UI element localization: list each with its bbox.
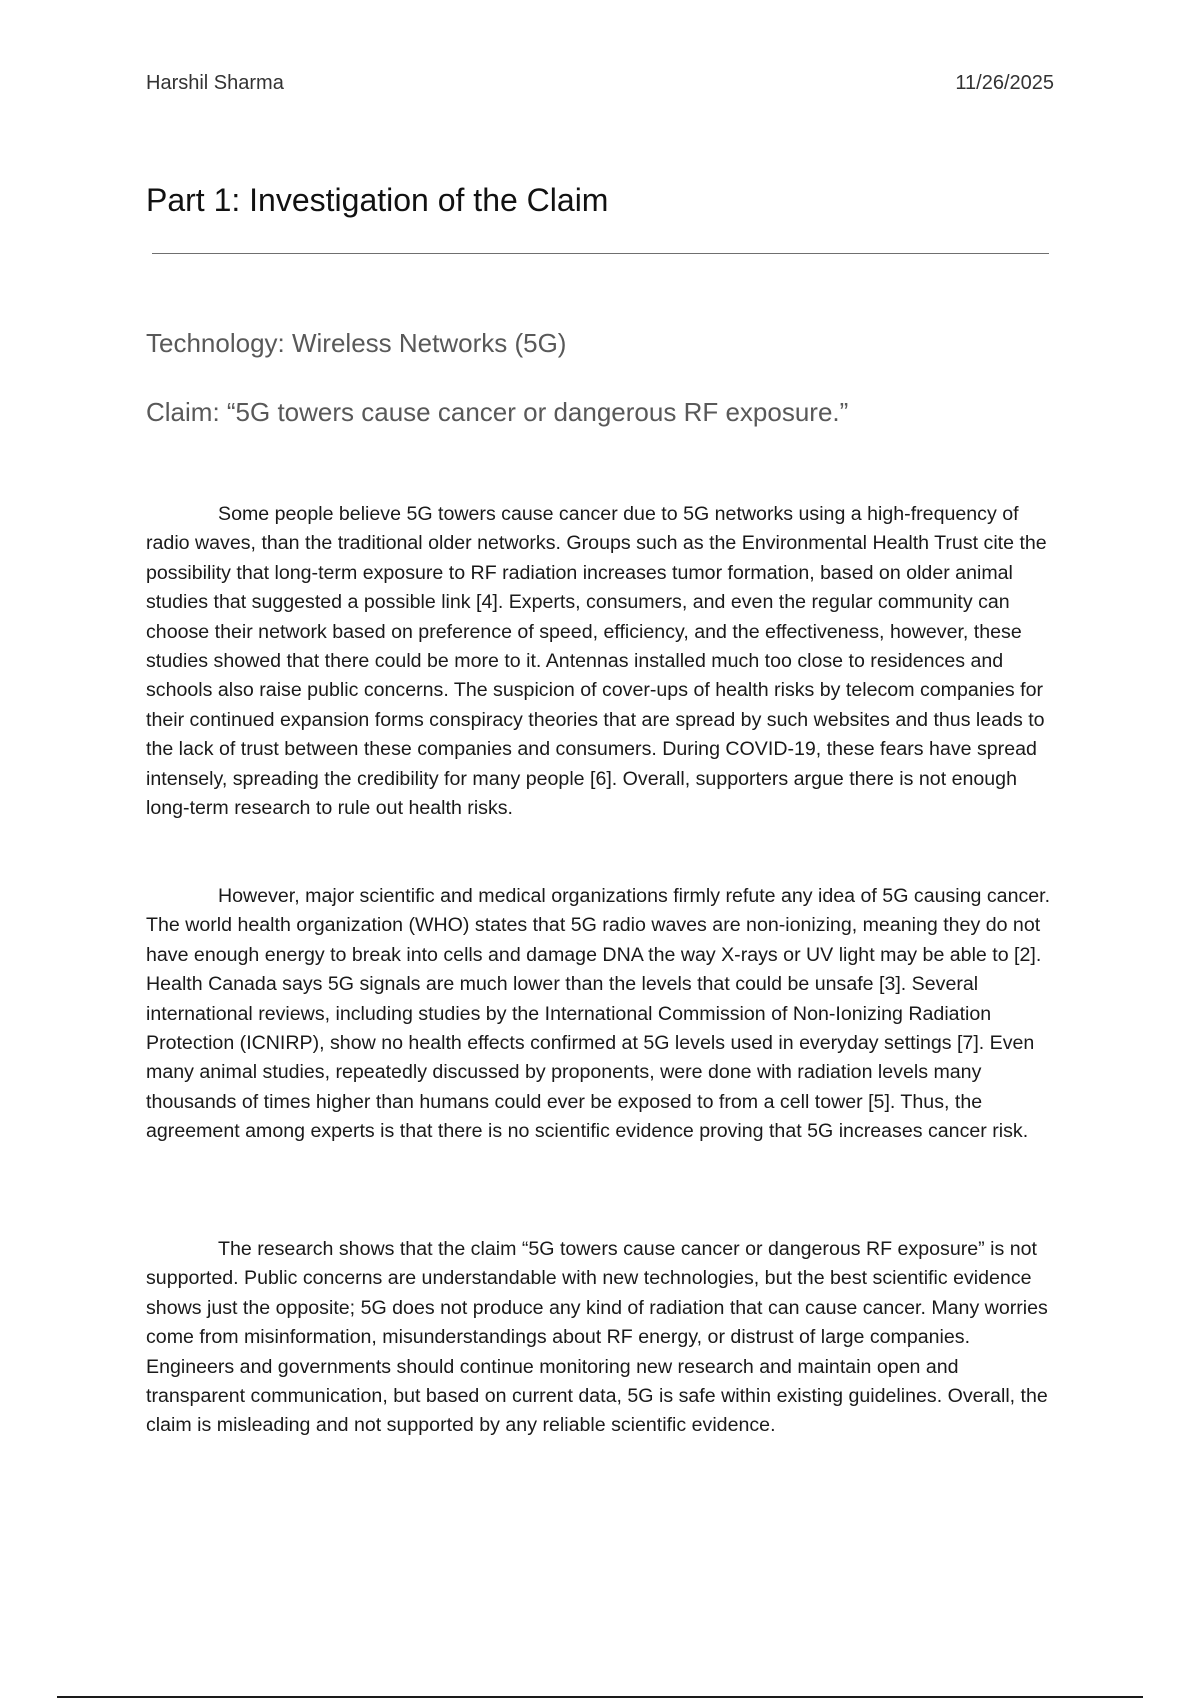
paragraph-supporting-arguments: Some people believe 5G towers cause cancer due to 5G networks using a high-frequency of radio waves, than the traditional older networks. Groups such as the Environmental Health Trust cite the possibility that long-term exposure to RF radiation increases tumor formation, based on older animal studies that suggested a possible link [4]. Experts, consumers, and even the regular community can choose their network based on preference of speed, efficiency, and the effectiveness, however, these studies showed that there could be more to it. Antennas installed much too close to residences and schools also raise public concerns. The suspicion of cover-ups of health risks by telecom companies for their continued expansion forms conspiracy theories that are spread by such websites and thus leads to the lack of trust between these companies and consumers. During COVID-19, these fears have spread intensely, spreading the credibility for many people [6]. Overall, supporters argue there is not enough long-term research to rule out health risks. bbox=[146, 503, 1047, 820]
document-date: 11/26/2025 bbox=[955, 72, 1054, 94]
page-bottom-divider bbox=[57, 1696, 1143, 1698]
claim-heading: Claim: “5G towers cause cancer or dangerous RF exposure.” bbox=[146, 397, 849, 427]
author-name: Harshil Sharma bbox=[146, 72, 284, 94]
paragraph-scientific-rebuttal: However, major scientific and medical organizations firmly refute any idea of 5G causing cancer. The world health organization (WHO) states that 5G radio waves are non-ionizing, meaning they do not have enough energy to break into cells and damage DNA the way X-rays or UV light may be able to [2]. Health Canada says 5G signals are much lower than the levels that could be unsafe [3]. Several international reviews, including studies by the International Commission of Non-Ionizing Radiation Protection (ICNIRP), show no health effects confirmed at 5G levels used in everyday settings [7]. Even many animal studies, repeatedly discussed by proponents, were done with radiation levels many thousands of times higher than humans could ever be exposed to from a cell tower [5]. Thus, the agreement among experts is that there is no scientific evidence proving that 5G increases cancer risk. bbox=[146, 885, 1051, 1143]
title-divider bbox=[152, 253, 1049, 254]
page-title: Part 1: Investigation of the Claim bbox=[146, 182, 609, 218]
paragraph-conclusion: The research shows that the claim “5G towers cause cancer or dangerous RF exposure” is not supported. Public concerns are understandable with new technologies, but the best scientific evidence shows just the opposite; 5G does not produce any kind of radiation that can cause cancer. Many worries come from misinformation, misunderstandings about RF energy, or distrust of large companies. Engineers and governments should continue monitoring new research and maintain open and transparent communication, but based on current data, 5G is safe within existing guidelines. Overall, the claim is misleading and not supported by any reliable scientific evidence. bbox=[146, 1238, 1048, 1437]
technology-heading: Technology: Wireless Networks (5G) bbox=[146, 328, 567, 358]
